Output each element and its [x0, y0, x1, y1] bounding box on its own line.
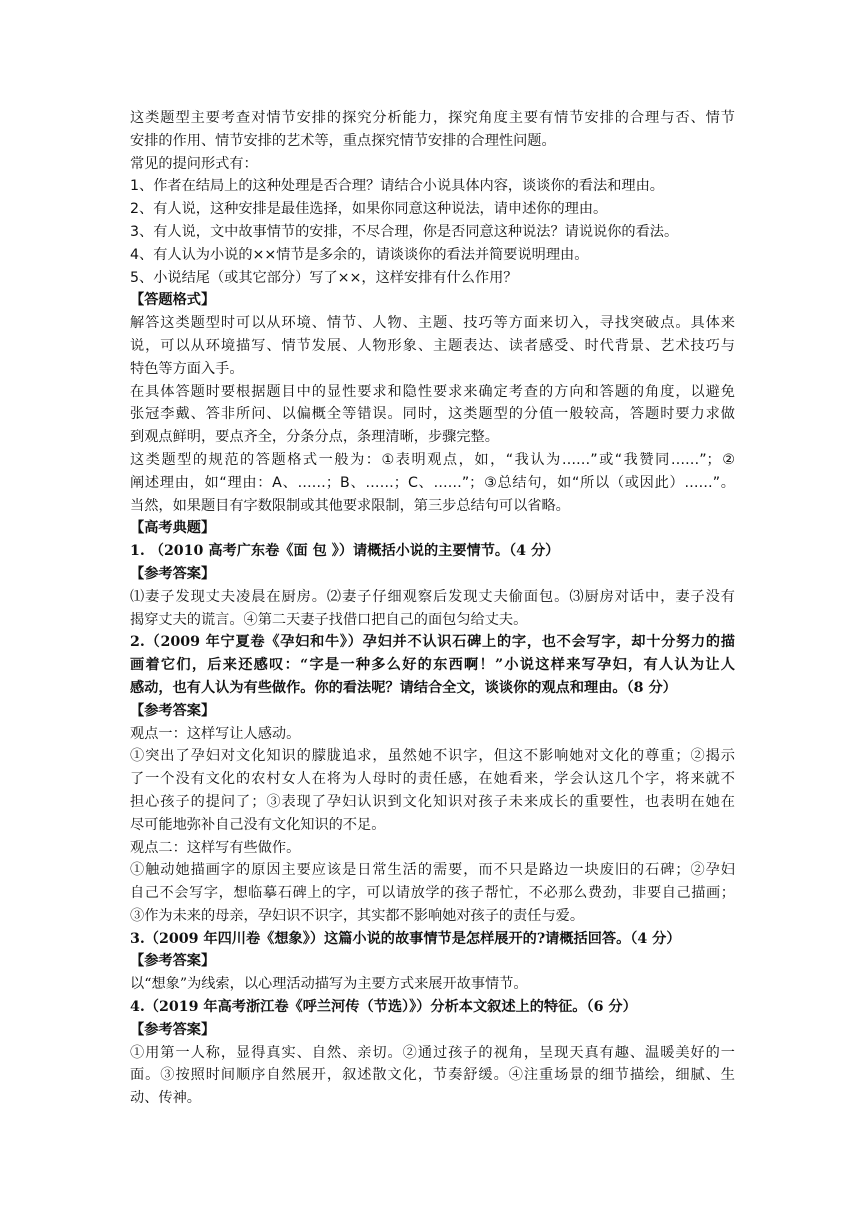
text-line: ⑴妻子发现丈夫凌晨在厨房。⑵妻子仔细观察后发现丈夫偷面包。⑶厨房对话中，妻子没有: [130, 588, 735, 605]
text-line: 感动，也有人认为有些做作。你的看法呢？请结合全文，谈谈你的观点和理由。（8 分）: [130, 679, 677, 696]
document-body: [130, 107, 735, 1110]
text-line: 当然，如果题目有字数限制或其他要求限制，第三步总结句可以省略。: [130, 497, 570, 514]
text-line: 4.（2019 年高考浙江卷《呼兰河传（节选）》）分析本文叙述上的特征。（6 分）: [130, 999, 637, 1016]
text-line: 解答这类题型时可以从环境、情节、人物、主题、技巧等方面来切入，寻找突破点。具体来: [130, 315, 735, 332]
text-line: 以“想象”为线索，以心理活动描写为主要方式来展开故事情节。: [130, 976, 528, 993]
text-line: 说，可以从环境描写、情节发展、人物形象、主题表达、读者感受、时代背景、艺术技巧与: [130, 337, 735, 354]
section-heading: 【参考答案】: [130, 1021, 216, 1038]
text-line: 这类题型主要考查对情节安排的探究分析能力，探究角度主要有情节安排的合理与否、情节: [130, 110, 735, 126]
text-line: 4、有人认为小说的××情节是多余的，请谈谈你的看法并简要说明理由。: [130, 246, 589, 263]
text-line: 2、有人说，这种安排是最佳选择，如果你同意这种说法，请申述你的理由。: [130, 201, 608, 218]
text-line: 特色等方面入手。: [130, 360, 244, 377]
text-line: 这类题型的规范的答题格式一般为：①表明观点，如，“我认为……”或“我赞同……”；②: [130, 451, 735, 468]
text-line: 5、小说结尾（或其它部分）写了××，这样安排有什么作用？: [130, 269, 518, 286]
text-line: 1. （2010 高考广东卷《面 包 》）请概括小说的主要情节。（4 分）: [130, 543, 560, 560]
section-heading: 【参考答案】: [130, 565, 216, 582]
text-line: 担心孩子的提问了；③表现了孕妇认识到文化知识对孩子未来成长的重要性，也表明在她在: [130, 793, 735, 810]
text-line: 1、作者在结局上的这种处理是否合理？请结合小说具体内容，谈谈你的看法和理由。: [130, 178, 664, 195]
text-line: ①用第一人称，显得真实、自然、亲切。②通过孩子的视角，呈现天真有趣、温暖美好的一: [130, 1044, 735, 1061]
text-line: 观点二：这样写有些做作。: [130, 839, 301, 856]
section-heading: 【参考答案】: [130, 953, 216, 970]
text-line: 观点一：这样写让人感动。: [130, 725, 301, 742]
text-line: 在具体答题时要根据题目中的显性要求和隐性要求来确定考查的方向和答题的角度，以避免: [130, 383, 735, 400]
section-heading: 【参考答案】: [130, 702, 216, 719]
section-heading: 【答题格式】: [130, 292, 216, 309]
text-line: 面。③按照时间顺序自然展开，叙述散文化，节奏舒缓。④注重场景的细节描绘，细腻、生: [130, 1067, 735, 1084]
text-line: 常见的提问形式有：: [130, 155, 258, 172]
text-line: 了一个没有文化的农村女人在将为人母时的责任感，在她看来，学会认这几个字，将来就不: [130, 771, 735, 788]
text-line: 张冠李戴、答非所问、以偏概全等错误。同时，这类题型的分值一般较高，答题时要力求做: [130, 406, 735, 423]
text-line: 尽可能地弥补自己没有文化知识的不足。: [130, 816, 386, 833]
text-line: 画着它们，后来还感叹：“字是一种多么好的东西啊！”小说这样来写孕妇，有人认为让人: [130, 657, 735, 674]
text-line: ③作为未来的母亲，孕妇识不识字，其实都不影响她对孩子的责任与爱。: [130, 907, 585, 924]
section-heading: 【高考典题】: [130, 520, 216, 537]
text-line: 阐述理由，如“理由：A、……；B、……；C、……”；③总结句，如“所以（或因此）……”。: [130, 474, 735, 491]
text-line: 2.（2009 年宁夏卷《孕妇和牛》）孕妇并不认识石碑上的字，也不会写字，却十分努力的描: [130, 634, 735, 651]
text-line: 自己不会写字，想临摹石碑上的字，可以请放学的孩子帮忙，不必那么费劲，非要自己描画；: [130, 885, 735, 902]
text-line: 3.（2009 年四川卷《想象》）这篇小说的故事情节是怎样展开的?请概括回答。（4 分）: [130, 930, 681, 947]
text-line: 到观点鲜明，要点齐全，分条分点，条理清晰，步骤完整。: [130, 429, 499, 446]
text-line: ①突出了孕妇对文化知识的朦胧追求，虽然她不识字，但这不影响她对文化的尊重；②揭示: [130, 748, 735, 765]
text-line: 揭穿丈夫的谎言。④第二天妻子找借口把自己的面包匀给丈夫。: [130, 611, 528, 628]
text-line: ①触动她描画字的原因主要应该是日常生活的需要，而不只是路边一块废旧的石碑；②孕妇: [130, 862, 735, 879]
text-line: 动、传神。: [130, 1090, 201, 1107]
text-line: 安排的作用、情节安排的艺术等，重点探究情节安排的合理性问题。: [130, 132, 556, 149]
text-line: 3、有人说，文中故事情节的安排，不尽合理，你是否同意这种说法？请说说你的看法。: [130, 223, 679, 240]
